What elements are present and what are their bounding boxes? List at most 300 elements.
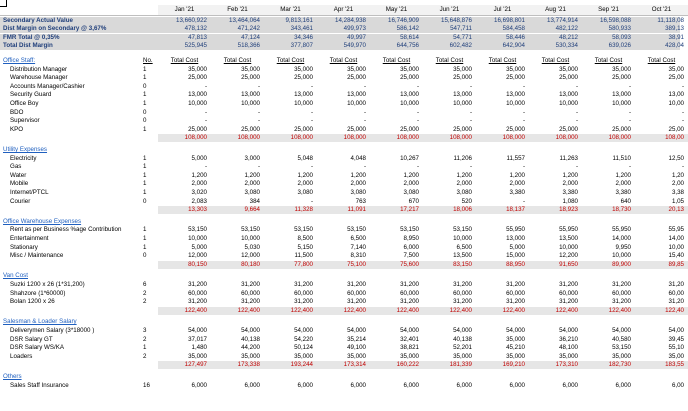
select-all-corner[interactable] (0, 0, 7, 7)
cell-value[interactable]: 15,000 (506, 252, 525, 260)
cell-value[interactable]: 35,000 (241, 352, 260, 360)
month-header-4[interactable]: May '21 (385, 6, 408, 13)
cell-value[interactable]: 1,200 (456, 171, 472, 179)
cell-value[interactable]: 10,000 (347, 99, 366, 107)
cell-value[interactable]: 122,400 (317, 307, 370, 315)
cell-value[interactable]: 25,000 (188, 74, 207, 82)
expense-row[interactable] (0, 154, 684, 163)
cell-value[interactable]: - (469, 163, 472, 171)
cell-value[interactable]: 35,000 (400, 352, 419, 360)
cell-value[interactable]: - (416, 82, 419, 90)
cell-value[interactable]: 670 (408, 197, 419, 205)
cell-value[interactable]: 53,150 (612, 344, 631, 352)
cell-value[interactable]: 60,000 (241, 289, 260, 297)
cell-value[interactable]: 1,200 (562, 171, 578, 179)
cell-value[interactable]: 6,500 (456, 243, 472, 251)
cell-value[interactable]: 47,124 (241, 33, 260, 41)
cell-value[interactable]: 15,648,876 (441, 16, 472, 24)
cell-value[interactable]: 9,813,161 (285, 16, 313, 24)
section-total-row[interactable] (0, 134, 684, 142)
cell-value[interactable]: 5,000 (509, 243, 525, 251)
summary-row[interactable] (0, 42, 684, 50)
cell-value[interactable]: 389,13 (665, 25, 684, 33)
cell-value[interactable]: 13,660,922 (176, 16, 207, 24)
expense-row[interactable] (0, 243, 684, 252)
cell-value[interactable]: 88,950 (476, 261, 529, 269)
cell-value[interactable]: 11,328 (264, 206, 317, 214)
cell-value[interactable]: 5,030 (244, 243, 260, 251)
cell-value[interactable]: 2,000 (350, 180, 366, 188)
cell-value[interactable]: - (522, 117, 525, 125)
cell-value[interactable]: 12,000 (188, 252, 207, 260)
cell-value[interactable]: 6,000 (403, 381, 419, 389)
cell-value[interactable]: 644,756 (396, 42, 419, 50)
cell-value[interactable]: 13,000 (506, 91, 525, 99)
cell-value[interactable]: 31,200 (241, 280, 260, 288)
cell-value[interactable]: 54,000 (506, 326, 525, 334)
cell-value[interactable]: - (469, 117, 472, 125)
cell-value[interactable]: 53,150 (241, 226, 260, 234)
cell-value[interactable]: 11,557 (506, 154, 525, 162)
expense-row[interactable] (0, 188, 684, 197)
cell-value[interactable]: 54,220 (294, 335, 313, 343)
cell-value[interactable]: 58,093 (612, 33, 631, 41)
cell-value[interactable]: 2,083 (191, 197, 207, 205)
cell-value[interactable]: 2,000 (456, 180, 472, 188)
cell-value[interactable]: - (416, 108, 419, 116)
cell-value[interactable]: 54,000 (241, 326, 260, 334)
cell-value[interactable]: 36,210 (559, 335, 578, 343)
cell-value[interactable]: - (204, 82, 207, 90)
cell-value[interactable]: 40,138 (453, 335, 472, 343)
cell-value[interactable]: 5,000 (191, 154, 207, 162)
cell-value[interactable]: 518,366 (237, 42, 260, 50)
cell-value[interactable]: 60,000 (294, 289, 313, 297)
cell-value[interactable]: 75,100 (317, 261, 370, 269)
cell-value[interactable]: 25,000 (400, 74, 419, 82)
cell-value[interactable]: 53,150 (400, 226, 419, 234)
cell-value[interactable]: 10,000 (453, 99, 472, 107)
cell-value[interactable]: 13,000 (400, 91, 419, 99)
cell-value[interactable]: 122,400 (529, 307, 582, 315)
cell-value[interactable]: 173,338 (211, 361, 264, 369)
cell-value[interactable]: 60,000 (453, 289, 472, 297)
cell-value[interactable]: 55,950 (559, 226, 578, 234)
cell-value[interactable]: 35,000 (559, 65, 578, 73)
section-header-row[interactable] (0, 318, 680, 326)
cell-value[interactable]: Total Cost (541, 56, 570, 64)
cell-value[interactable]: 31,200 (559, 298, 578, 306)
cell-value[interactable]: 48,100 (559, 344, 578, 352)
cell-value[interactable]: 3,000 (244, 154, 260, 162)
expense-row[interactable] (0, 82, 684, 91)
cell-value[interactable]: 12,50 (668, 154, 684, 162)
cell-value[interactable]: 1,200 (350, 171, 366, 179)
cell-value[interactable]: 35,000 (294, 65, 313, 73)
cell-value[interactable]: 13,000 (506, 234, 525, 242)
cell-value[interactable]: 31,200 (612, 298, 631, 306)
expense-row[interactable] (0, 125, 684, 134)
cell-value[interactable]: 602,482 (449, 42, 472, 50)
expense-row[interactable] (0, 381, 684, 390)
cell-value[interactable]: 31,200 (188, 280, 207, 288)
cell-value[interactable]: 15,40 (668, 252, 684, 260)
cell-value[interactable]: 17,217 (370, 206, 423, 214)
cell-value[interactable]: 40,138 (241, 335, 260, 343)
cell-value[interactable]: 35,000 (294, 352, 313, 360)
cell-value[interactable]: 1,05 (671, 197, 684, 205)
expense-row[interactable] (0, 289, 684, 298)
cell-value[interactable]: 3,080 (297, 188, 313, 196)
cell-value[interactable]: 7,500 (403, 252, 419, 260)
expense-row[interactable] (0, 298, 684, 306)
cell-value[interactable]: 49,997 (347, 33, 366, 41)
cell-value[interactable]: 25,000 (612, 125, 631, 133)
cell-value[interactable]: 25,000 (347, 125, 366, 133)
cell-value[interactable]: 530,334 (555, 42, 578, 50)
expense-row[interactable] (0, 352, 684, 361)
cell-value[interactable]: 31,200 (506, 280, 525, 288)
cell-value[interactable]: 18,730 (582, 206, 635, 214)
cell-value[interactable]: 18,006 (423, 206, 476, 214)
cell-value[interactable]: 31,20 (668, 280, 684, 288)
cell-value[interactable]: 122,400 (264, 307, 317, 315)
cell-value[interactable]: 35,000 (400, 65, 419, 73)
cell-value[interactable]: 640 (620, 197, 631, 205)
cell-value[interactable]: 3,080 (350, 188, 366, 196)
cell-value[interactable]: 31,200 (506, 298, 525, 306)
cell-value[interactable]: - (522, 163, 525, 171)
expense-row[interactable] (0, 74, 684, 82)
cell-value[interactable]: 53,150 (453, 226, 472, 234)
expense-row[interactable] (0, 180, 684, 188)
cell-value[interactable]: 6,000 (562, 381, 578, 389)
cell-value[interactable]: 193,244 (264, 361, 317, 369)
cell-value[interactable]: 10,000 (241, 234, 260, 242)
cell-value[interactable]: 13,000 (559, 91, 578, 99)
cell-value[interactable]: 54,000 (400, 326, 419, 334)
section-header-row[interactable] (0, 218, 680, 226)
cell-value[interactable]: 35,000 (347, 65, 366, 73)
cell-value[interactable]: - (575, 82, 578, 90)
summary-row[interactable] (0, 33, 684, 42)
cell-value[interactable]: - (257, 117, 260, 125)
cell-value[interactable]: 48,212 (559, 33, 578, 41)
cell-value[interactable]: - (522, 197, 525, 205)
cell-value[interactable]: 11,500 (294, 252, 313, 260)
cell-value[interactable]: 60,000 (188, 289, 207, 297)
cell-value[interactable]: 1,20 (671, 171, 684, 179)
cell-value[interactable]: 25,000 (347, 74, 366, 82)
expense-row[interactable] (0, 65, 684, 74)
cell-value[interactable]: 25,000 (559, 74, 578, 82)
cell-value[interactable]: 2,000 (615, 180, 631, 188)
cell-value[interactable]: 10,000 (188, 234, 207, 242)
cell-value[interactable]: 10,000 (188, 99, 207, 107)
cell-value[interactable]: 2,000 (297, 180, 313, 188)
cell-value[interactable]: - (469, 82, 472, 90)
expense-row[interactable] (0, 226, 684, 234)
cell-value[interactable]: 122,400 (370, 307, 423, 315)
section-header-row[interactable] (0, 146, 680, 154)
cell-value[interactable]: 25,000 (294, 74, 313, 82)
cell-value[interactable]: 8,500 (297, 234, 313, 242)
cell-value[interactable]: 12,000 (241, 252, 260, 260)
expense-row[interactable] (0, 335, 684, 344)
cell-value[interactable]: 11,510 (612, 154, 631, 162)
cell-value[interactable]: 6,000 (509, 381, 525, 389)
cell-value[interactable]: 18,923 (529, 206, 582, 214)
expense-row[interactable] (0, 280, 684, 289)
cell-value[interactable]: 2,000 (562, 180, 578, 188)
cell-value[interactable]: 14,000 (612, 234, 631, 242)
cell-value[interactable]: 80,150 (158, 261, 211, 269)
cell-value[interactable]: 6,000 (403, 243, 419, 251)
cell-value[interactable]: 2,000 (403, 180, 419, 188)
cell-value[interactable]: 60,000 (612, 289, 631, 297)
cell-value[interactable]: 10,000 (559, 99, 578, 107)
cell-value[interactable]: 55,10 (668, 344, 684, 352)
cell-value[interactable]: 471,242 (237, 25, 260, 33)
cell-value[interactable]: 10,000 (612, 252, 631, 260)
cell-value[interactable]: 1,200 (403, 171, 419, 179)
expense-row[interactable] (0, 163, 684, 171)
summary-row[interactable] (0, 16, 684, 25)
cell-value[interactable]: 13,00 (668, 91, 684, 99)
cell-value[interactable]: 10,000 (453, 234, 472, 242)
cell-value[interactable]: 586,142 (396, 25, 419, 33)
cell-value[interactable]: 12,200 (559, 252, 578, 260)
cell-value[interactable]: 108,000 (317, 134, 370, 142)
month-header-1[interactable]: Feb '21 (227, 6, 248, 13)
cell-value[interactable]: 108,00 (635, 134, 688, 142)
cell-value[interactable]: Total Cost (170, 56, 199, 64)
cell-value[interactable]: 3,080 (244, 188, 260, 196)
cell-value[interactable]: - (310, 117, 313, 125)
cell-value[interactable]: 1,080 (562, 197, 578, 205)
cell-value[interactable]: 11,091 (317, 206, 370, 214)
cell-value[interactable]: Total Cost (276, 56, 305, 64)
cell-value[interactable]: - (204, 117, 207, 125)
cell-value[interactable]: 31,200 (453, 280, 472, 288)
section-header-row[interactable] (0, 373, 680, 381)
cell-value[interactable]: 428,04 (665, 42, 684, 50)
cell-value[interactable]: 91,650 (529, 261, 582, 269)
cell-value[interactable]: 25,000 (506, 125, 525, 133)
cell-value[interactable]: Total Cost (223, 56, 252, 64)
cell-value[interactable]: 6,000 (244, 381, 260, 389)
cell-value[interactable]: 3,080 (456, 188, 472, 196)
cell-value[interactable]: 25,000 (559, 125, 578, 133)
cell-value[interactable]: 35,000 (188, 65, 207, 73)
cell-value[interactable]: 31,200 (453, 298, 472, 306)
cell-value[interactable]: 10,000 (294, 99, 313, 107)
cell-value[interactable]: 7,140 (350, 243, 366, 251)
cell-value[interactable]: 13,303 (158, 206, 211, 214)
cell-value[interactable]: - (522, 82, 525, 90)
cell-value[interactable]: 6,000 (297, 381, 313, 389)
cell-value[interactable]: 47,813 (188, 33, 207, 41)
cell-value[interactable]: 35,000 (241, 65, 260, 73)
cell-value[interactable]: 478,132 (184, 25, 207, 33)
cell-value[interactable]: 14,00 (668, 234, 684, 242)
cell-value[interactable]: Total Cost (594, 56, 623, 64)
cell-value[interactable]: - (681, 117, 684, 125)
cell-value[interactable]: 40,580 (612, 335, 631, 343)
cell-value[interactable]: 108,000 (211, 134, 264, 142)
cell-value[interactable]: 53,150 (188, 226, 207, 234)
cell-value[interactable]: 20,13 (635, 206, 688, 214)
cell-value[interactable]: 6,00 (671, 381, 684, 389)
cell-value[interactable]: 11,206 (453, 154, 472, 162)
cell-value[interactable]: 54,000 (347, 326, 366, 334)
expense-row[interactable] (0, 344, 684, 352)
cell-value[interactable]: 10,000 (506, 99, 525, 107)
cell-value[interactable]: 89,900 (582, 261, 635, 269)
cell-value[interactable]: 108,000 (158, 134, 211, 142)
cell-value[interactable]: 39,45 (668, 335, 684, 343)
cell-value[interactable]: 173,314 (317, 361, 370, 369)
cell-value[interactable]: 25,000 (294, 125, 313, 133)
cell-value[interactable]: 2,000 (244, 180, 260, 188)
month-header-7[interactable]: Aug '21 (545, 6, 566, 13)
cell-value[interactable]: 11,118,08 (657, 16, 684, 24)
cell-value[interactable]: 35,000 (612, 352, 631, 360)
cell-value[interactable]: 3,020 (191, 188, 207, 196)
cell-value[interactable]: - (628, 108, 631, 116)
cell-value[interactable]: - (575, 108, 578, 116)
cell-value[interactable]: - (681, 163, 684, 171)
cell-value[interactable]: 343,461 (290, 25, 313, 33)
cell-value[interactable]: Total Cost (647, 56, 676, 64)
cell-value[interactable]: 60,000 (347, 289, 366, 297)
cell-value[interactable]: 763 (355, 197, 366, 205)
cell-value[interactable]: 35,000 (506, 65, 525, 73)
cell-value[interactable]: 3,380 (509, 188, 525, 196)
cell-value[interactable]: 13,000 (453, 91, 472, 99)
cell-value[interactable]: 35,000 (612, 65, 631, 73)
expense-row[interactable] (0, 99, 684, 108)
cell-value[interactable]: 5,048 (297, 154, 313, 162)
cell-value[interactable]: 108,000 (264, 134, 317, 142)
cell-value[interactable]: 525,945 (184, 42, 207, 50)
cell-value[interactable]: 6,000 (191, 381, 207, 389)
cell-value[interactable]: 13,774,914 (547, 16, 578, 24)
cell-value[interactable]: 3,38 (671, 188, 684, 196)
cell-value[interactable]: 32,401 (400, 335, 419, 343)
cell-value[interactable]: 16,598,088 (600, 16, 631, 24)
section-total-row[interactable] (0, 260, 684, 269)
cell-value[interactable]: 122,400 (423, 307, 476, 315)
cell-value[interactable]: 55,95 (668, 226, 684, 234)
expense-row[interactable] (0, 197, 684, 206)
cell-value[interactable]: Total Cost (329, 56, 358, 64)
section-header-row[interactable] (0, 57, 680, 65)
cell-value[interactable]: 13,000 (294, 91, 313, 99)
cell-value[interactable]: - (310, 108, 313, 116)
cell-value[interactable]: 25,000 (241, 74, 260, 82)
cell-value[interactable]: 45,210 (506, 344, 525, 352)
month-header-8[interactable]: Sep '21 (598, 6, 619, 13)
cell-value[interactable]: 108,000 (582, 134, 635, 142)
cell-value[interactable]: - (628, 163, 631, 171)
cell-value[interactable]: - (363, 163, 366, 171)
cell-value[interactable]: 122,400 (211, 307, 264, 315)
section-header-row[interactable] (0, 272, 680, 280)
cell-value[interactable]: 25,000 (241, 125, 260, 133)
month-header-5[interactable]: Jun '21 (439, 6, 460, 13)
cell-value[interactable]: 108,000 (529, 134, 582, 142)
cell-value[interactable]: 169,210 (476, 361, 529, 369)
cell-value[interactable]: 1,200 (297, 171, 313, 179)
cell-value[interactable]: 55,950 (612, 226, 631, 234)
cell-value[interactable]: 3,380 (562, 188, 578, 196)
cell-value[interactable]: - (469, 108, 472, 116)
section-total-row[interactable] (0, 361, 684, 369)
cell-value[interactable]: 25,000 (188, 125, 207, 133)
cell-value[interactable]: 25,00 (668, 125, 684, 133)
cell-value[interactable]: 31,200 (400, 280, 419, 288)
section-total-row[interactable] (0, 206, 684, 214)
cell-value[interactable]: 580,933 (608, 25, 631, 33)
cell-value[interactable]: 1,200 (191, 171, 207, 179)
cell-value[interactable]: 642,904 (502, 42, 525, 50)
cell-value[interactable]: 31,200 (347, 298, 366, 306)
cell-value[interactable]: 13,000 (347, 91, 366, 99)
cell-value[interactable]: 35,00 (668, 65, 684, 73)
cell-value[interactable]: 384 (249, 197, 260, 205)
cell-value[interactable]: 31,200 (559, 280, 578, 288)
cell-value[interactable]: Total Cost (435, 56, 464, 64)
cell-value[interactable]: 127,497 (158, 361, 211, 369)
cell-value[interactable]: 11,263 (559, 154, 578, 162)
cell-value[interactable]: - (575, 163, 578, 171)
cell-value[interactable]: 38,91 (668, 33, 684, 41)
expense-row[interactable] (0, 91, 684, 99)
cell-value[interactable]: - (628, 82, 631, 90)
cell-value[interactable]: 13,000 (612, 91, 631, 99)
cell-value[interactable]: 122,400 (582, 307, 635, 315)
cell-value[interactable]: 122,40 (635, 307, 688, 315)
cell-value[interactable]: - (681, 82, 684, 90)
month-header-3[interactable]: Apr '21 (333, 6, 354, 13)
cell-value[interactable]: 183,55 (635, 361, 688, 369)
cell-value[interactable]: - (310, 197, 313, 205)
cell-value[interactable]: 181,339 (423, 361, 476, 369)
cell-value[interactable]: 8,950 (403, 234, 419, 242)
cell-value[interactable]: - (310, 163, 313, 171)
cell-value[interactable]: 50,124 (294, 344, 313, 352)
cell-value[interactable]: 13,500 (559, 234, 578, 242)
cell-value[interactable]: 4,048 (350, 154, 366, 162)
cell-value[interactable]: 54,000 (294, 326, 313, 334)
cell-value[interactable]: 520 (461, 197, 472, 205)
cell-value[interactable]: 31,200 (188, 298, 207, 306)
cell-value[interactable]: 31,200 (241, 298, 260, 306)
cell-value[interactable]: 2,000 (191, 180, 207, 188)
cell-value[interactable]: 77,800 (264, 261, 317, 269)
cell-value[interactable]: 25,000 (400, 125, 419, 133)
cell-value[interactable]: 80,180 (211, 261, 264, 269)
month-header-6[interactable]: Jul '21 (493, 6, 512, 13)
cell-value[interactable]: Total Cost (382, 56, 411, 64)
cell-value[interactable]: 14,284,938 (335, 16, 366, 24)
cell-value[interactable]: 13,500 (453, 252, 472, 260)
cell-value[interactable]: 58,614 (400, 33, 419, 41)
cell-value[interactable]: 25,000 (453, 74, 472, 82)
cell-value[interactable]: 1,200 (615, 171, 631, 179)
cell-value[interactable]: 35,000 (188, 352, 207, 360)
